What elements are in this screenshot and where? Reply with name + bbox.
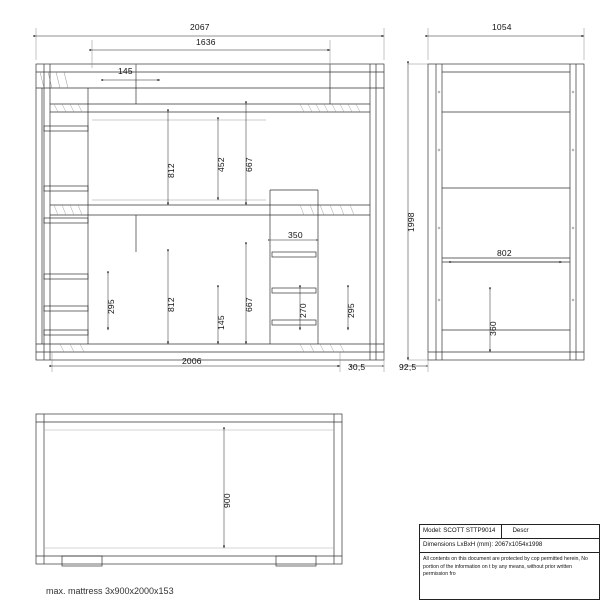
dim-base-width: 2006 — [182, 356, 202, 366]
dim-lower-rail-height: 145 — [216, 315, 226, 330]
plan-view-geometry — [36, 414, 342, 566]
title-block-dimensions-row — [420, 539, 599, 553]
front-elevation-geometry — [36, 64, 384, 360]
title-block — [419, 524, 600, 600]
dim-inner-depth: 802 — [497, 248, 512, 258]
side-elevation-geometry — [428, 64, 584, 360]
dim-mattress-width: 900 — [222, 493, 232, 508]
dim-foot-offset: 30,5 — [348, 362, 366, 372]
dim-lower-guard-height: 667 — [244, 297, 254, 312]
dim-upper-guard-height: 667 — [244, 157, 254, 172]
title-block-model-row — [420, 525, 599, 539]
dim-step-width: 350 — [288, 230, 303, 240]
dim-top-rail-height: 145 — [118, 66, 133, 76]
dim-overall-height: 1998 — [406, 212, 416, 232]
dim-right-step-spacing: 295 — [346, 303, 356, 318]
title-block-divider — [501, 525, 502, 539]
dim-upper-bunk-clearance: 812 — [166, 163, 176, 178]
plan-caption: max. mattress 3x900x2000x153 — [46, 586, 174, 596]
dimensions-label: Dimensions LxBxH (mm): 2067x1054x1998 — [423, 541, 543, 549]
model-label: Model: SCOTT STTP9014 — [423, 527, 496, 535]
dim-lower-bunk-clearance: 812 — [166, 297, 176, 312]
description-label: Descr — [512, 527, 529, 535]
dim-upper-mattress-gap: 452 — [216, 157, 226, 172]
dim-overall-width: 2067 — [190, 22, 210, 32]
dim-side-offset: 92,5 — [399, 362, 417, 372]
dim-lower-bed-height: 360 — [488, 321, 498, 336]
dim-overall-depth: 1054 — [492, 22, 512, 32]
dim-ladder-step-spacing: 295 — [106, 299, 116, 314]
legal-text: All contents on this document are protected by cop permitted herein, No portion of the information on t by any means, without prior written permission fro — [423, 556, 588, 578]
dim-inner-width: 1636 — [196, 37, 216, 47]
dim-step-depth: 270 — [298, 303, 308, 318]
